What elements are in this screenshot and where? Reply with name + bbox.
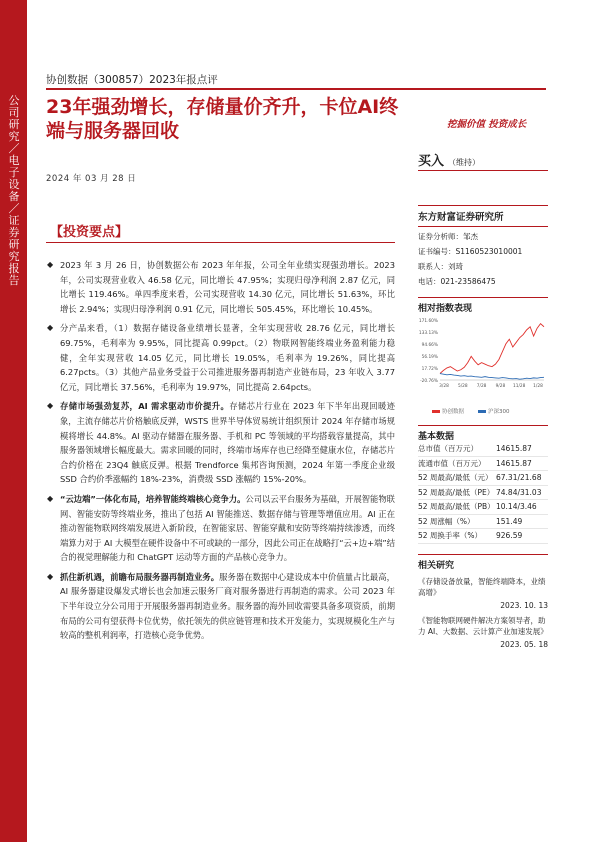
basic-data-value: 10.14/3.46 [496,502,537,511]
report-title: 23年强劲增长，存储量价齐升，卡位AI终端与服务器回收 [46,96,399,142]
slogan: 挖掘价值 投资成长 [447,119,527,130]
rating-value: 买入 [418,154,445,169]
legend-item-2: 沪深300 [478,407,510,415]
basic-data-row [418,442,548,457]
related-title: 相关研究 [418,554,548,571]
paragraph-1: ◆ 2023 年 3 月 26 日，协创数据公布 2023 年年报，公司全年业绩实现强劲增长。2023 年，公司实现营业收入 46.58 亿元，同比增长 47.95%；实现归母净利润 2.87 亿元，同比增长 119.46%。单四季度来看，公司实现营收 14.30 亿元，同比增长 51.63%，环比增长 2.94%；实现归母净利润 0.91 亿元，同比增长 505.45%，环比增长 10.45%。 [47,260,395,314]
contact-line: 联系人：刘琦 [418,262,463,271]
legend-swatch-icon [478,410,486,413]
relative-index-chart [418,316,548,406]
related-report-link[interactable]: 《智能物联网硬件解决方案领导者，助力 AI、大数据、云计算产业加速发展》 [418,615,548,636]
x-tick-label: 1/28 [533,384,543,389]
bullet-icon: ◆ [47,493,54,503]
basic-data-key: 流通市值（百万元） [418,458,486,468]
series-line-2 [440,374,544,380]
bullet-icon: ◆ [47,571,54,581]
cert-line: 证书编号：S1160523010001 [418,247,523,256]
paragraph-4: ◆ “云边端”一体化布局，培养智能终端核心竞争力。公司以云平台服务为基础，开展智能物联网、智能安防等终端业务，推出了包括 AI 智能推送、数据存储与管理等增值应用。AI 正在推动智能物联网终端发展进入新阶段，在智能家居、智能穿戴和安防等终端持续渗透，而终端算力对于 AI 大模型在硬件设备中不可或缺的一部分，因此公司正在战略打“云+边+端”结合的视觉理解能力和 ChatGPT 运动等方面的产品核心竞争力。 [47,493,395,563]
basic-data-key: 52 周涨幅（%） [418,516,475,526]
basic-data-title: 基本数据 [418,425,548,442]
section-title: 【投资要点】 [50,225,129,240]
section-divider [46,242,395,243]
basic-data-row [418,457,548,472]
report-date: 2024 年 03 月 28 日 [46,174,137,184]
main-body [47,258,395,648]
y-tick-label: 133.13% [418,331,438,336]
org-title: 东方财富证券研究所 [418,205,548,227]
basic-data-value: 14615.87 [496,458,532,468]
basic-data-key: 52 周最高/最低（PB） [418,502,495,511]
basic-data-table [418,442,548,544]
basic-data-key: 52 周换手率（%） [418,531,483,540]
basic-data-row [418,529,548,544]
sidebar-text: 公司研究／电子设备／证券研究报告 [8,94,20,287]
basic-data-key: 52 周最高/最低（元） [418,473,493,482]
basic-data-row [418,515,548,530]
paragraph-2: ◆ 分产品来看，（1）数据存储设备业绩增长显著，全年实现营收 28.76 亿元，同比增长 69.75%，毛利率为 9.95%，同比提高 0.99pct。（2）物联网智能终端业务盈利能力稳健，全年实现营收 14.05 亿元，同比增长 19.05%，毛利率为 19.26%，同比提高 6.27pcts。（3）其他产品业务受益于公司推进服务器再制造产业链布局，23 年收入 3.77 亿元，同比增长 37.56%，毛利率为 19.97%，同比提高 2.64pcts。 [47,323,395,392]
related-report-date: 2023. 10. 13 [500,600,548,610]
phone-line: 电话：021-23586475 [418,277,496,286]
chart-legend [418,407,548,415]
legend-swatch-icon [432,410,440,413]
x-tick-label: 5/28 [457,384,468,389]
related-report-link[interactable]: 《存储设备放量，智能终端降本，业绩高增》 [418,576,546,597]
y-tick-label: 171.60% [418,319,438,324]
basic-data-value: 67.31/21.68 [496,473,542,482]
basic-data-row [418,471,548,486]
basic-data-row [418,500,548,515]
basic-data-value: 14615.87 [496,444,532,453]
y-tick-label: -20.76% [420,379,438,384]
basic-data-value: 926.59 [496,531,523,540]
y-tick-label: 17.72% [421,367,438,372]
basic-data-key: 总市值（百万元） [418,444,478,453]
rating [418,150,480,169]
x-tick-label: 7/28 [476,384,487,389]
right-column [418,205,548,649]
report-label: 协创数据（300857）2023年报点评 [46,74,218,86]
sidebar [0,0,27,842]
header-divider [46,88,546,90]
bullet-icon: ◆ [47,323,54,333]
rating-divider [418,170,548,171]
x-tick-label: 11/28 [513,384,526,389]
series-line-1 [440,324,544,374]
paragraph-5: ◆ 抓住新机遇，前瞻布局服务器再制造业务。服务器在数据中心建设成本中价值量占比最高，AI 服务器建设爆发式增长也会加速云服务厂商对服务器进行再制造的需求。公司 2023 年下半年设立分公司用于开展服务器再制造业务。服务器的海外回收需要具备多项资质，前期布局的公司有望获得卡位优势，依托领先的供应链管理和技术开发能力，实现规模化生产与较高的整机利润率，打造核心竞争优势。 [47,571,395,641]
basic-data-value: 151.49 [496,516,523,526]
basic-data-value: 74.84/31.03 [496,487,542,497]
chart-section-title: 相对指数表现 [418,297,548,314]
y-tick-label: 56.19% [421,355,438,360]
x-tick-label: 9/28 [495,384,506,389]
related-report-date: 2023. 05. 18 [500,639,548,649]
basic-data-row [418,486,548,501]
basic-data-key: 52 周最高/最低（PE） [418,487,495,497]
related-list [418,576,548,649]
legend-item-1: 协创数据 [432,407,464,415]
bullet-icon: ◆ [47,260,54,269]
y-tick-label: 94.66% [421,343,438,348]
rating-sub: （维持） [448,158,481,167]
chart-svg [418,316,548,398]
x-tick-label: 3/28 [439,384,449,389]
analyst-line: 证券分析师：邹杰 [418,232,478,241]
paragraph-3: ◆ 存储市场强劲复苏，AI 需求驱动市价提升。存储芯片行业在 2023 年下半年出现回暖迹象，主流存储芯片价格触底反弹，WSTS 世界半导体贸易统计组织预计 2024 年存储市场规模将增长 44.8%。AI 驱动存储器在服务器、手机和 PC 等领域的平均搭载容量提高，其中服务器领域增长幅度最大。需求回暖的同时，终端市场库存也已经降至健康水位，存储芯片合约价格在 23Q4 触底反弹。根据 Trendforce 集邦咨询预测，2024 年第一季度企业级 SSD 合约价季涨幅约 18%-23%，消费级 SSD 涨幅约 15%-20%。 [47,401,395,485]
bullet-icon: ◆ [47,401,54,411]
